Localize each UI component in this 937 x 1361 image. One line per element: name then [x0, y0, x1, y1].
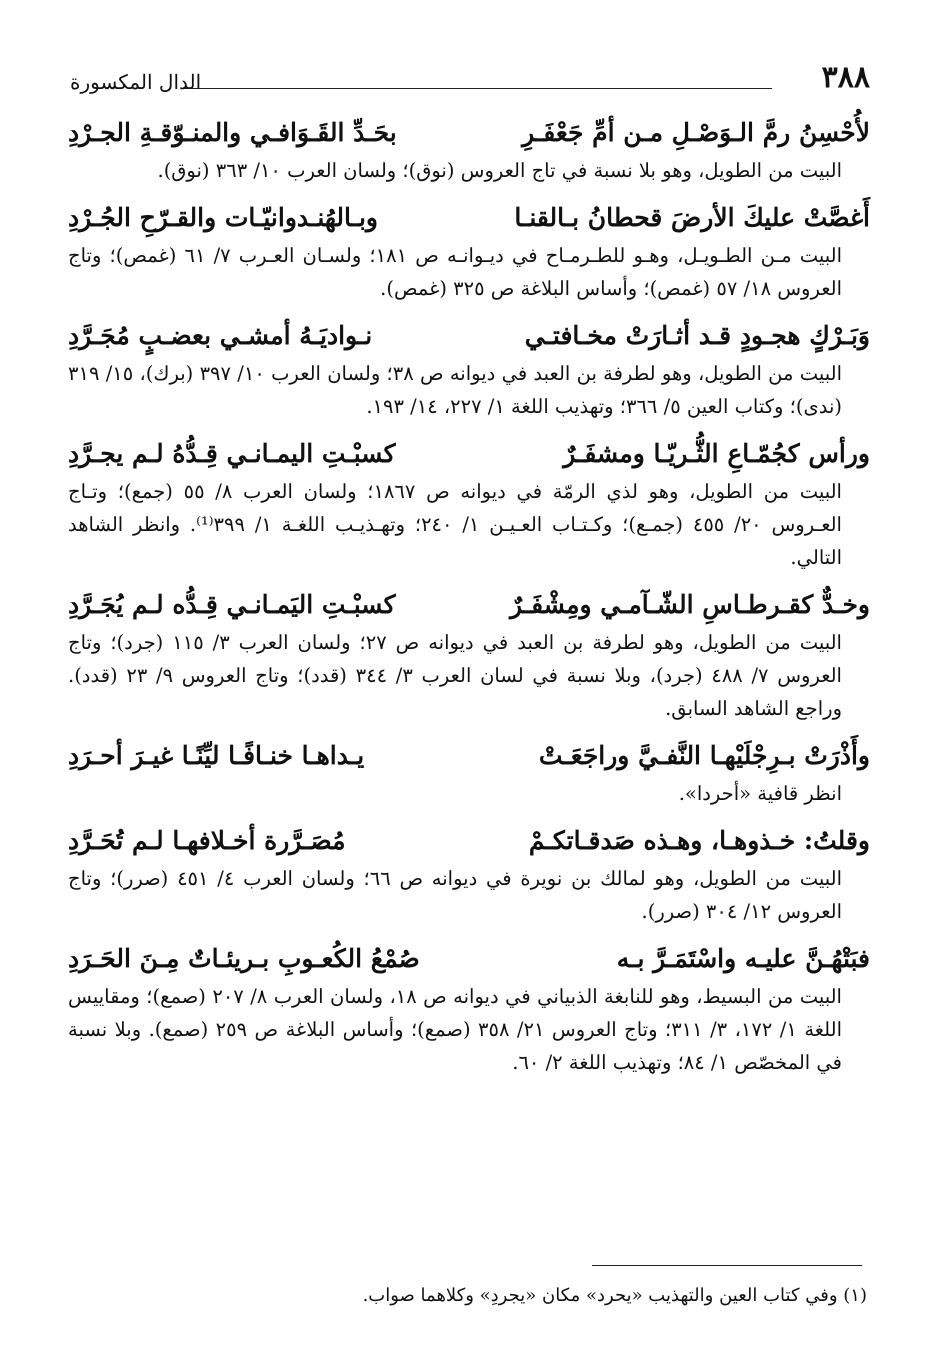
verse-second-hemistich: يـداهـا خنـافًـا ليِّنًـا غيـرَ أحـرَدِ — [68, 741, 365, 770]
page-body — [68, 112, 870, 1089]
commentary: انظر قافية «أحردا». — [678, 782, 842, 805]
verse — [68, 584, 870, 626]
footnote: (١) وفي كتاب العين والتهذيب «يحرد» مكان «يجردِ» وكلاهما صواب. — [362, 1285, 867, 1306]
page-number: ٣٨٨ — [821, 60, 870, 95]
commentary: البيت من الطويل، وهو لذي الرمّة في ديوانه ص ١٨٦٧؛ ولسان العرب ٨/ ٥٥ (جمع)؛ وتـاج العـروس ٢٠/ ٤٥٥ (جمـع)؛ وكـتـاب العـيـن ١/ ٢٤٠؛ وتهـذيـب اللغـة ١/ ٣٩٩⁽¹⁾. وانظر الشاهد التالي. — [68, 480, 842, 569]
footnote-rule — [592, 1265, 862, 1266]
verse-first-hemistich: وأَذْرَتْ بـرِجْلَيْهـا النَّفـيَّ وراجَعَـتْ — [538, 741, 870, 770]
verse-second-hemistich: كسبْـتِ اليمـانـي قِـدُّهُ لـم يجـرَّدِ — [68, 439, 396, 468]
verse-second-hemistich: مُصَـرَّرة أخـلافهـا لـم تُحَـرَّدِ — [68, 826, 346, 855]
verse — [68, 433, 870, 475]
verse-first-hemistich: وخـدٌّ كقـرطـاسِ الشّـآمـي ومِشْفَـرٌ — [510, 590, 870, 619]
verse-first-hemistich: وقلتُ: خـذوهـا، وهـذه صَدقـاتكـمْ — [528, 826, 870, 855]
verse-second-hemistich: وبـالهُنـدوانيّـات والقـرّحِ الجُـرْدِ — [68, 203, 378, 232]
entry — [68, 584, 870, 725]
commentary: البيت من الطويل، وهو لطرفة بن العبد في ديوانه ص ٢٧؛ ولسان العرب ٣/ ١١٥ (جرد)؛ وتاج العروس ٧/ ٤٨٨ (جرد)، وبلا نسبة في لسان العرب ٣/ ٣٤٤ (قدد)؛ وتاج العروس ٩/ ٢٣ (قدد). وراجع الشاهد السابق. — [68, 631, 842, 720]
verse — [68, 735, 870, 777]
verse — [68, 938, 870, 980]
page-header — [70, 58, 870, 98]
entry — [68, 820, 870, 928]
verse-second-hemistich: كسبْـتِ اليَمـانـي قِـدُّه لـم يُجَـرَّدِ — [68, 590, 396, 619]
verse-first-hemistich: وَبَـرْكٍ هجـودٍ قـد أثـارَتْ مخـافتـي — [524, 321, 870, 350]
commentary: البيت من الطويل، وهو لطرفة بن العبد في ديوانه ص ٣٨؛ ولسان العرب ١٠/ ٣٩٧ (برك)، ١٥/ ٣١٩ (ندى)؛ وكتاب العين ٥/ ٣٦٦؛ وتهذيب اللغة ١/ ٢٢٧، ١٤/ ١٩٣. — [68, 362, 842, 418]
commentary: البيت مـن الطـويـل، وهـو للطـرمـاح في ديـوانـه ص ١٨١؛ ولسـان العـرب ٧/ ٦١ (غمص)؛ وتاج العروس ١٨/ ٥٧ (غمص)؛ وأساس البلاغة ص ٣٢٥ (غمص). — [68, 244, 843, 300]
verse — [68, 197, 870, 239]
verse — [68, 315, 870, 357]
running-title: الدال المكسورة — [70, 70, 202, 94]
verse-first-hemistich: لأُحْسِنُ رمَّ الـوَصْـلِ مـن أمِّ جَعْفَـرِ — [522, 118, 870, 147]
entry — [68, 735, 870, 810]
verse-first-hemistich: ورأس كجُمّـاعِ الثُّـريّـا ومشفَـرٌ — [563, 439, 870, 468]
entry — [68, 938, 870, 1079]
entry — [68, 197, 870, 305]
commentary: البيت من البسيط، وهو للنابغة الذبياني في ديوانه ص ١٨، ولسان العرب ٨/ ٢٠٧ (صمع)؛ ومقاييس اللغة ١/ ١٧٢، ٣/ ٣١١؛ وتاج العروس ٢١/ ٣٥٨ (صمع)؛ وأساس البلاغة ص ٢٥٩ (صمع). وبلا نسبة في المخصّص ١/ ٨٤؛ وتهذيب اللغة ٢/ ٦٠. — [68, 985, 842, 1074]
entry — [68, 112, 870, 187]
verse — [68, 112, 870, 154]
commentary: البيت من الطويل، وهو لمالك بن نويرة في ديوانه ص ٦٦؛ ولسان العرب ٤/ ٤٥١ (صرر)؛ وتاج العروس ١٢/ ٣٠٤ (صرر). — [68, 867, 842, 923]
entry — [68, 315, 870, 423]
verse-first-hemistich: أَغصَّتْ عليكَ الأرضَ قحطانُ بـالقنـا — [514, 203, 870, 232]
verse-second-hemistich: بحَـدِّ القَـوَافـي والمنـوّقـةِ الجـرْدِ — [68, 118, 397, 147]
verse-second-hemistich: صُمْعُ الكُعـوبِ بـريئـاتٌ مِـنَ الحَـرَدِ — [68, 944, 420, 973]
header-rule — [182, 88, 772, 89]
verse-first-hemistich: فبَتْهُـنَّ عليـه واسْتَمَـرَّ بـه — [616, 944, 870, 973]
verse — [68, 820, 870, 862]
verse-second-hemistich: نـواديَـهُ أمشـي بعضـبٍ مُجَـرَّدِ — [68, 321, 373, 350]
entry — [68, 433, 870, 574]
commentary: البيت من الطويل، وهو بلا نسبة في تاج العروس (نوق)؛ ولسان العرب ١٠/ ٣٦٣ (نوق). — [157, 159, 842, 182]
